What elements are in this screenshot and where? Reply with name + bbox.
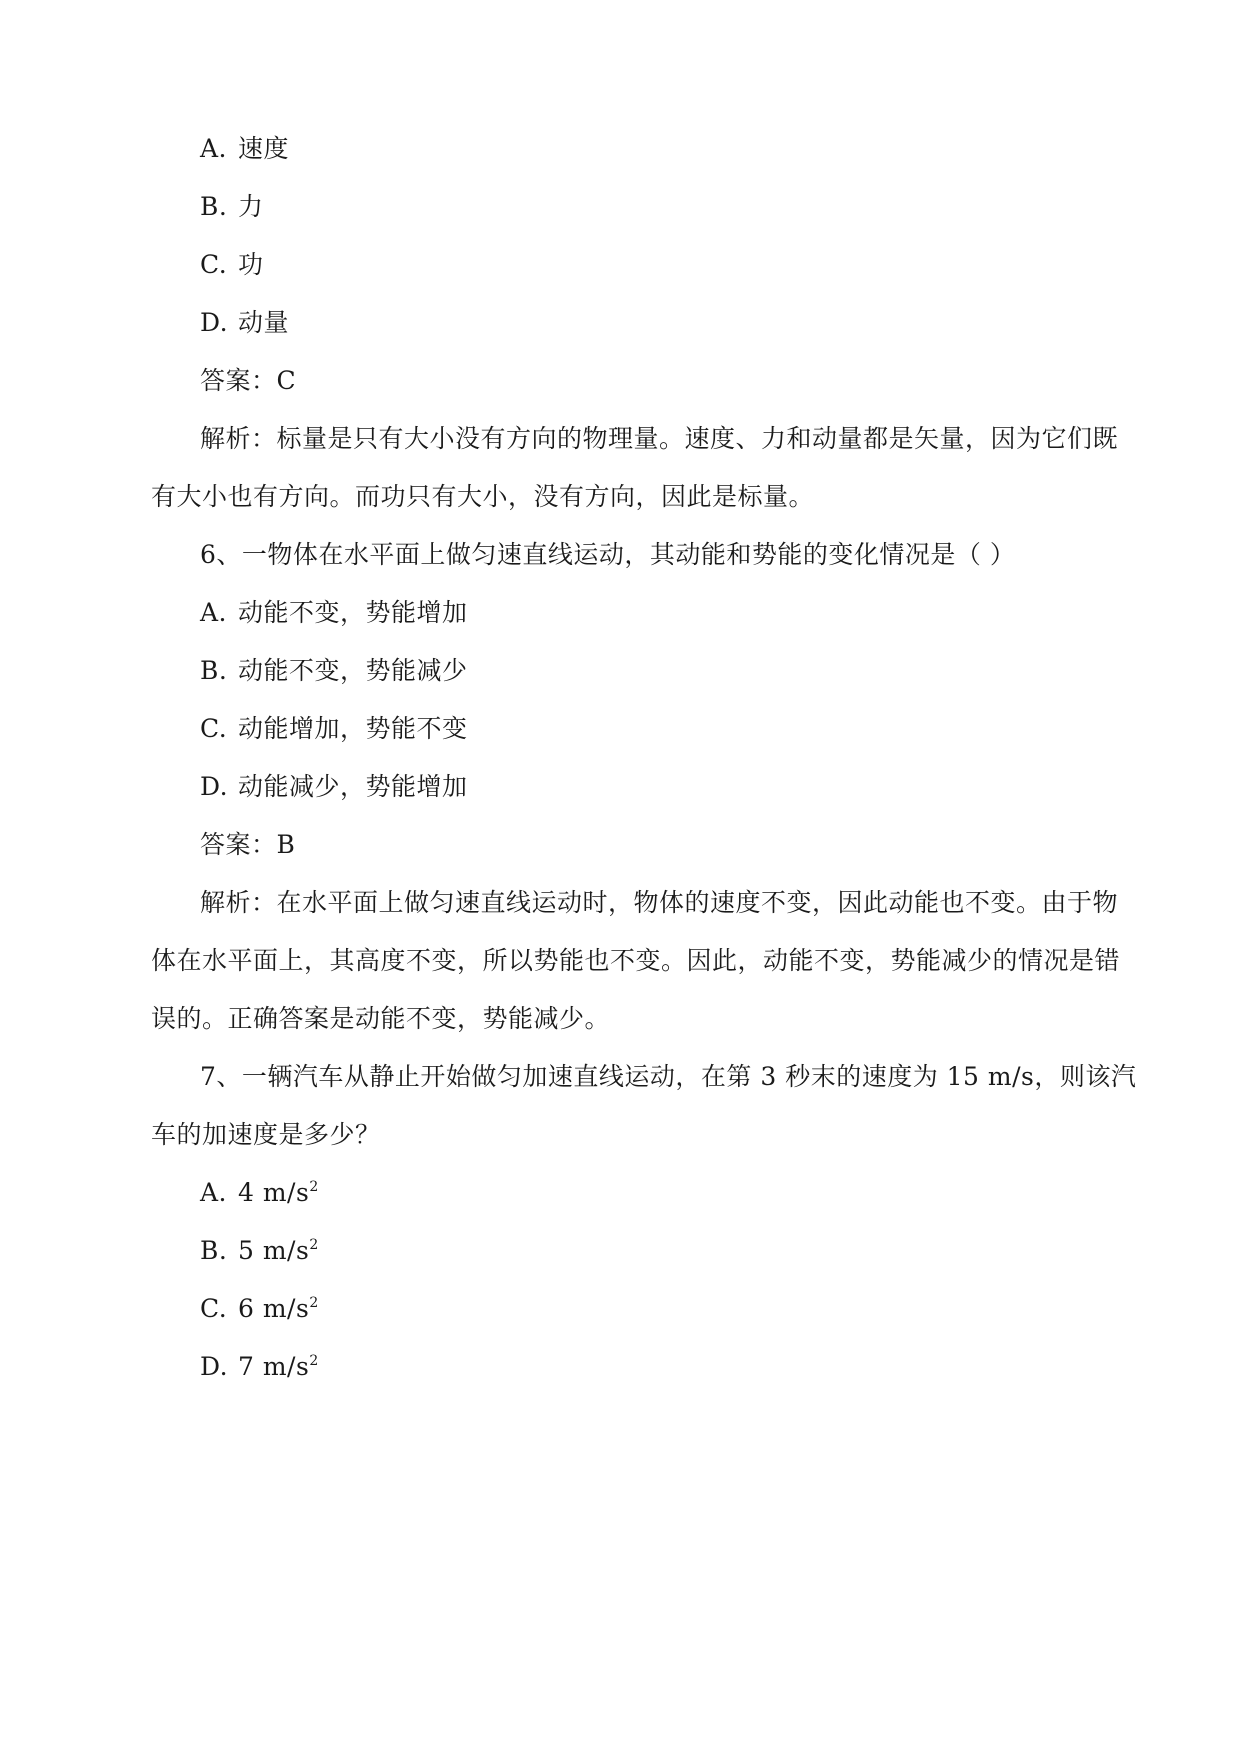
option-text: 动量 — [238, 308, 290, 337]
q6-question: 6、一物体在水平面上做匀速直线运动，其动能和势能的变化情况是（ ） — [200, 540, 1016, 569]
q7-option-b — [200, 1236, 319, 1266]
q5-analysis-line-2: 有大小也有方向。而功只有大小，没有方向，因此是标量。 — [151, 482, 815, 511]
option-letter: B. — [200, 656, 228, 685]
option-text: 7 m/s — [238, 1352, 310, 1381]
unit-exponent: 2 — [309, 1353, 319, 1369]
unit-exponent: 2 — [309, 1295, 319, 1311]
q5-answer: 答案：C — [200, 366, 297, 395]
option-text: 动能不变，势能减少 — [238, 656, 468, 685]
option-letter: C. — [200, 250, 228, 279]
option-letter: A. — [200, 598, 228, 627]
q7-option-c — [200, 1294, 319, 1324]
q5-option-a — [200, 134, 289, 164]
option-text: 功 — [238, 250, 264, 279]
option-text: 动能减少，势能增加 — [238, 772, 468, 801]
q5-option-b — [200, 192, 264, 222]
q5-analysis-line-1: 解析：标量是只有大小没有方向的物理量。速度、力和动量都是矢量，因为它们既 — [200, 424, 1119, 453]
option-letter: D. — [200, 308, 229, 337]
q6-analysis-line-1: 解析：在水平面上做匀速直线运动时，物体的速度不变，因此动能也不变。由于物 — [200, 888, 1119, 917]
option-text: 速度 — [238, 134, 290, 163]
option-letter: D. — [200, 772, 229, 801]
option-letter: A. — [200, 1178, 228, 1207]
option-letter: A. — [200, 134, 228, 163]
q5-option-d — [200, 308, 289, 338]
option-text: 4 m/s — [238, 1178, 310, 1207]
option-text: 动能增加，势能不变 — [238, 714, 468, 743]
unit-exponent: 2 — [309, 1179, 319, 1195]
option-letter: C. — [200, 714, 228, 743]
q7-question-line-2: 车的加速度是多少？ — [151, 1120, 381, 1149]
q7-option-a — [200, 1178, 319, 1208]
unit-exponent: 2 — [309, 1237, 319, 1253]
q6-option-c — [200, 714, 468, 744]
option-text: 6 m/s — [238, 1294, 310, 1323]
q7-option-d — [200, 1352, 319, 1382]
option-text: 力 — [238, 192, 264, 221]
q6-answer: 答案：B — [200, 830, 296, 859]
option-letter: B. — [200, 1236, 228, 1265]
q6-analysis-line-3: 误的。正确答案是动能不变，势能减少。 — [151, 1004, 611, 1033]
q5-option-c — [200, 250, 264, 280]
option-text: 动能不变，势能增加 — [238, 598, 468, 627]
option-letter: B. — [200, 192, 228, 221]
q6-option-a — [200, 598, 468, 628]
q7-question-line-1: 7、一辆汽车从静止开始做匀加速直线运动，在第 3 秒末的速度为 15 m/s，则该汽 — [200, 1062, 1137, 1091]
q6-option-d — [200, 772, 468, 802]
q6-option-b — [200, 656, 468, 686]
q6-analysis-line-2: 体在水平面上，其高度不变，所以势能也不变。因此，动能不变，势能减少的情况是错 — [151, 946, 1121, 975]
option-letter: D. — [200, 1352, 229, 1381]
option-text: 5 m/s — [238, 1236, 310, 1265]
option-letter: C. — [200, 1294, 228, 1323]
